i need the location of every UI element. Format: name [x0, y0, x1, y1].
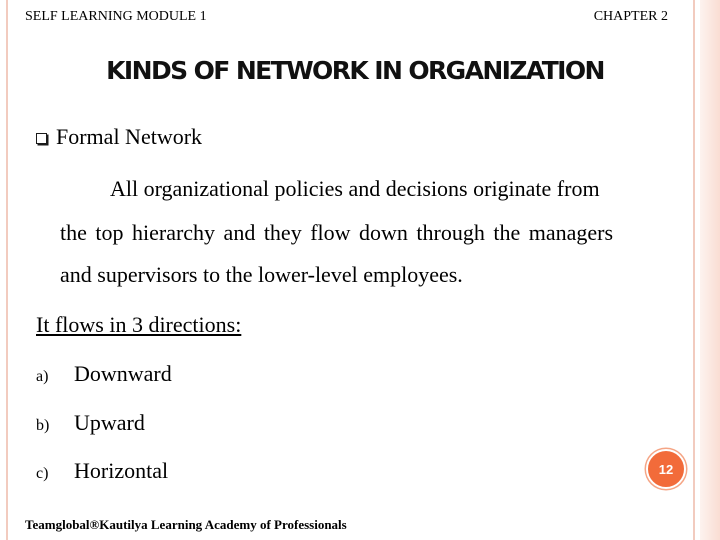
- module-label: SELF LEARNING MODULE 1: [25, 9, 207, 24]
- paragraph-line: All organizational policies and decisions originate from: [110, 176, 600, 201]
- chapter-label: CHAPTER 2: [593, 9, 668, 24]
- slide-title: KINDS OF NETWORK IN ORGANIZATION: [106, 56, 604, 85]
- page-number-badge: 12: [646, 449, 686, 489]
- flows-intro: It flows in 3 directions:: [36, 312, 242, 337]
- list-marker: a): [36, 368, 49, 385]
- footer-credit: Teamglobal®Kautilya Learning Academy of Professionals: [25, 517, 347, 532]
- section-heading: [36, 124, 202, 150]
- list-item: [36, 410, 145, 436]
- paragraph-line: and supervisors to the lower-level employees.: [60, 262, 463, 287]
- list-item: [36, 361, 172, 387]
- list-item: [36, 458, 168, 484]
- list-marker: b): [36, 417, 50, 434]
- list-item-label: Upward: [74, 410, 145, 435]
- square-bullet-icon: [36, 133, 47, 144]
- list-marker: c): [36, 465, 49, 482]
- list-item-label: Downward: [74, 361, 172, 386]
- section-heading-text: Formal Network: [56, 124, 203, 149]
- list-item-label: Horizontal: [74, 458, 169, 483]
- paragraph-line: the top hierarchy and they flow down through the managers: [60, 220, 614, 245]
